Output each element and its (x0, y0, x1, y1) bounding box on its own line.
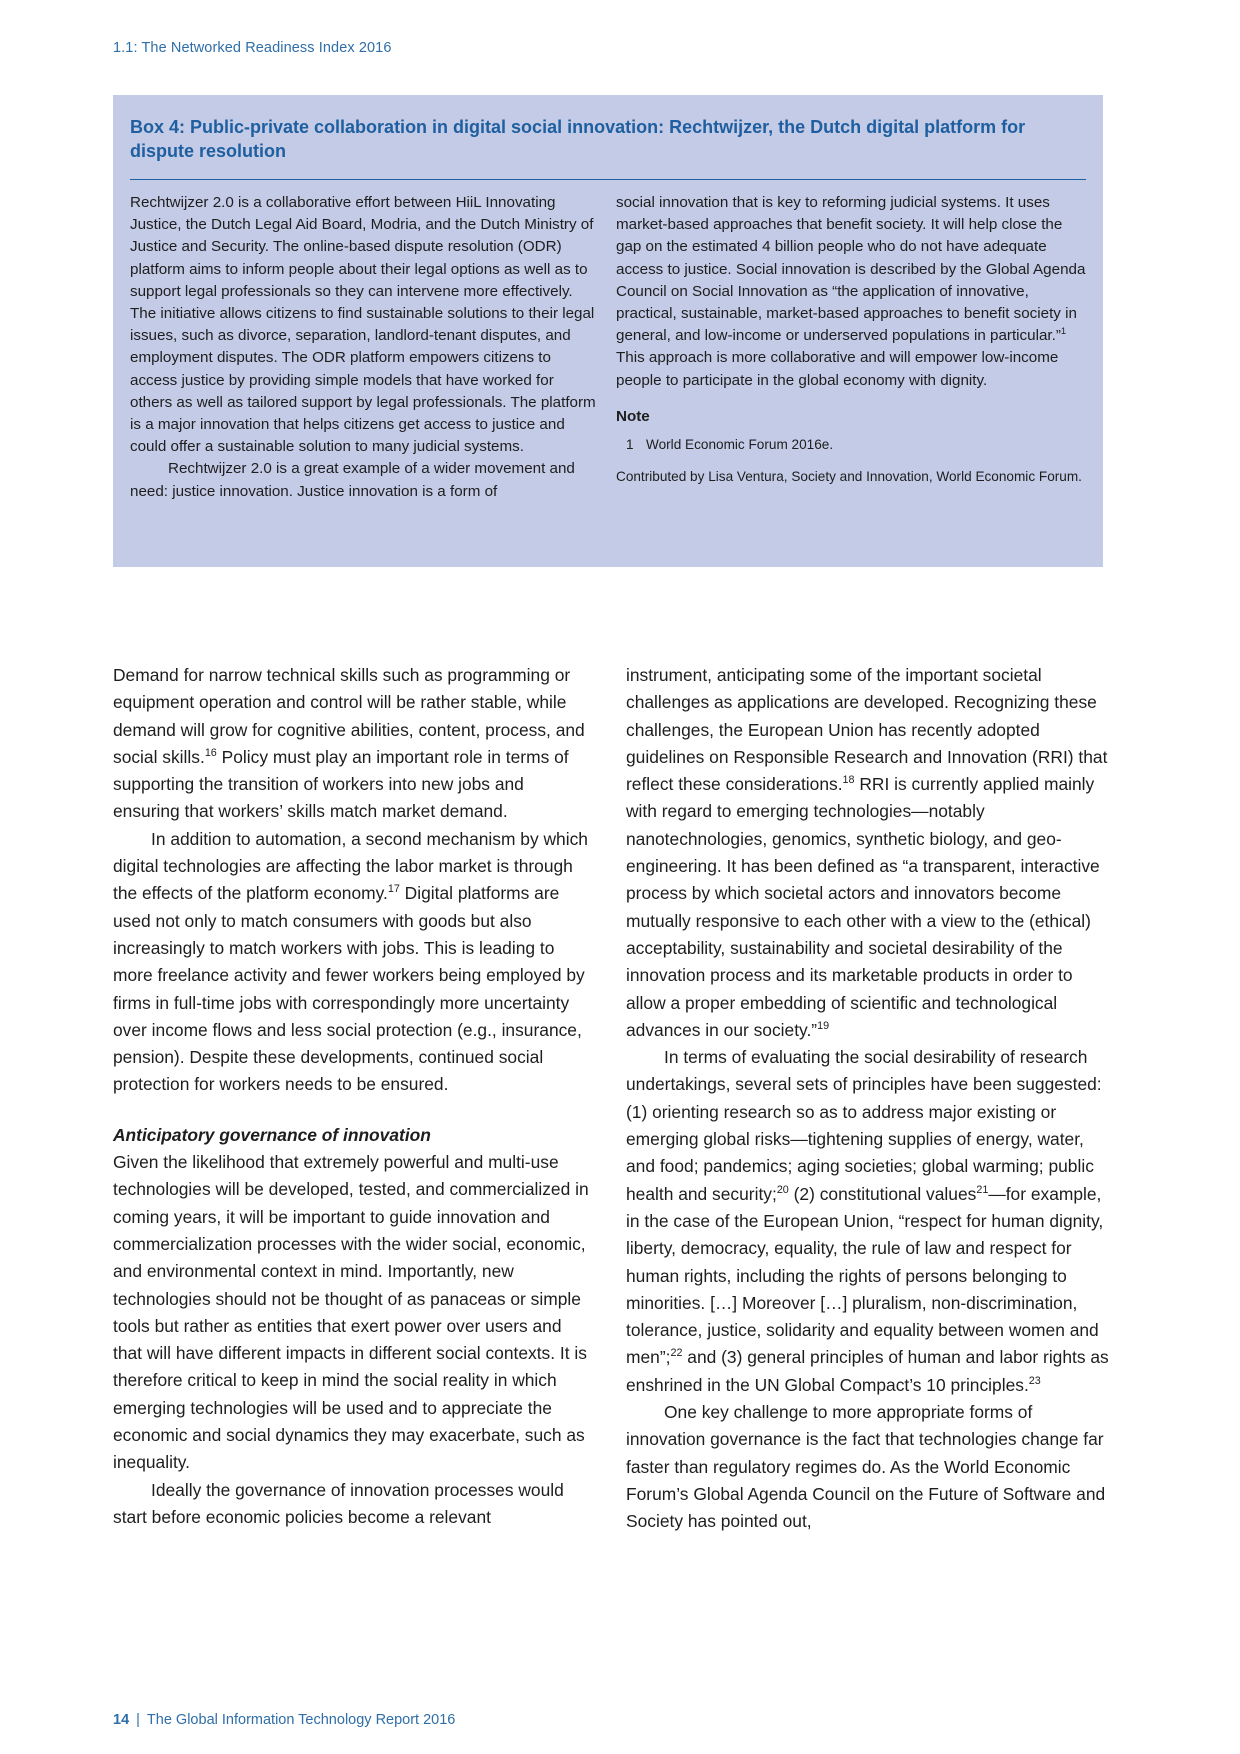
body-paragraph: Given the likelihood that extremely powerful and multi-use technologies will be developed, tested, and commercialized in coming years, it will be important to guide innovation and commercialization processes with the wider social, economic, and environmental context in mind. Importantly, new technologies should not be thought of as panaceas or simple tools but rather as entities that exert power over users and that will have different impacts in different social contexts. It is therefore critical to keep in mind the social reality in which emerging technologies will be used and to appreciate the economic and social dynamics they may exacerbate, such as inequality. (113, 1152, 589, 1473)
body-paragraph: In addition to automation, a second mechanism by which digital technologies are affecting the labor market is through the effects of the platform economy.$^{17}$ Digital platforms are used not only to match consumers with goods but also increasingly to match workers with jobs. This is leading to more freelance activity and fewer workers being employed by firms in full-time jobs with correspondingly more uncertainty over income flows and less social protection (e.g., insurance, pension). Despite these developments, continued social protection for workers needs to be ensured. (113, 828, 588, 1095)
footnote-ref: 20 (776, 1183, 789, 1196)
box-4 (113, 95, 1103, 567)
body-column-right (626, 662, 1111, 1536)
note-item (616, 434, 1086, 456)
box-paragraph: social innovation that is key to reforming judicial systems. It uses market-based approaches that benefit society. It will help close the gap on the estimated 4 billion people who do not have adequate access to justice. Social innovation is described by the Global Agenda Council on Social Innovation as “the application of innovative, practical, sustainable, market-based approaches to benefit society in general, and low-income or underserved populations in particular.”$^1$ This approach is more collaborative and will empower low-income people to participate in the global economy with dignity. (616, 194, 1086, 389)
note-number: 1 (626, 437, 634, 453)
body-paragraph: instrument, anticipating some of the important societal challenges as applications are developed. Recognizing these challenges, the European Union has recently adopted guidelines on Responsible Research and Innovation (RRI) that reflect these considerations.$^{18}$ RRI is currently applied mainly with regard to emerging technologies—notably nanotechnologies, genomics, synthetic biology, and geo-engineering. It has been defined as “a transparent, interactive process by which societal actors and innovators become mutually responsive to each other with a view to the (ethical) acceptability, sustainability and societal desirability of the innovation process and its marketable products in order to allow a proper embedding of scientific and technological advances in our society.”$^{19}$ (626, 665, 1108, 1040)
footer-separator: | (136, 1712, 140, 1728)
box-paragraph: Rechtwijzer 2.0 is a collaborative effort between HiiL Innovating Justice, the Dutch Legal Aid Board, Modria, and the Dutch Ministry of Justice and Security. The online-based dispute resolution (ODR) platform aims to inform people about their legal options as well as to support legal professionals so they can intervene more effectively. The initiative allows citizens to find sustainable solutions to their legal issues, such as divorce, separation, landlord-tenant disputes, and employment disputes. The ODR platform empowers citizens to access justice by providing simple models that have worked for others as well as tailored support by legal professionals. The platform is a major innovation that helps citizens get access to justice and could offer a sustainable solution to many judicial systems. (130, 194, 596, 456)
body-paragraph: In terms of evaluating the social desirability of research undertakings, several sets of principles have been suggested: (1) orienting research so as to address major existing or emerging global risks—tightening supplies of energy, water, and food; pandemics; aging societies; global warming; public health and security;$^{20}$ (2) constitutional values$^{21}$—for example, in the case of the European Union, “respect for human dignity, liberty, democracy, equality, the rule of law and respect for human rights, including the rights of persons belonging to minorities. […] Moreover […] pluralism, non-discrimination, tolerance, justice, solidarity and equality between women and men”;$^{22}$ and (3) general principles of human and labor rights as enshrined in the UN Global Compact’s 10 principles.$^{23}$ (626, 1047, 1109, 1395)
footnote-ref: 23 (1028, 1374, 1041, 1387)
box-column-right (616, 192, 1086, 503)
footnote-ref: 18 (842, 774, 855, 787)
footnote-ref: 22 (670, 1347, 683, 1360)
footnote-ref: 17 (387, 883, 400, 896)
box-title: Box 4: Public-private collaboration in digital social innovation: Rechtwijzer, the Dutch digital platform for dispute resolution (130, 115, 1086, 180)
box-columns (130, 192, 1086, 503)
body-paragraph: Demand for narrow technical skills such as programming or equipment operation and control will be rather stable, while demand will grow for cognitive abilities, content, process, and social skills.$^{16}$ Policy must play an important role in terms of supporting the transition of workers into new jobs and ensuring that workers’ skills match market demand. (113, 665, 585, 822)
running-head: 1.1: The Networked Readiness Index 2016 (113, 40, 392, 56)
body-paragraph: Ideally the governance of innovation processes would start before economic policies become a relevant (113, 1479, 564, 1527)
section-subheading: Anticipatory governance of innovation (113, 1124, 431, 1145)
body-column-left (113, 662, 593, 1531)
note-heading: Note (616, 407, 650, 425)
page-number: 14 (113, 1712, 130, 1728)
box-column-left (130, 192, 600, 503)
footnote-ref: 21 (976, 1183, 989, 1196)
box-paragraph: Rechtwijzer 2.0 is a great example of a wider movement and need: justice innovation. Justice innovation is a form of (130, 460, 575, 500)
page-footer (113, 1712, 455, 1728)
body-paragraph: One key challenge to more appropriate forms of innovation governance is the fact that technologies change far faster than regulatory regimes do. As the World Economic Forum’s Global Agenda Council on the Future of Software and Society has pointed out, (626, 1402, 1106, 1532)
contributor-credit: Contributed by Lisa Ventura, Society and Innovation, World Economic Forum. (616, 469, 1082, 485)
footnote-ref: 19 (817, 1020, 830, 1033)
footnote-ref: 16 (204, 747, 217, 760)
report-title: The Global Information Technology Report 2016 (146, 1712, 456, 1728)
note-text: World Economic Forum 2016e. (646, 437, 834, 453)
footnote-ref: 1 (1060, 325, 1067, 337)
